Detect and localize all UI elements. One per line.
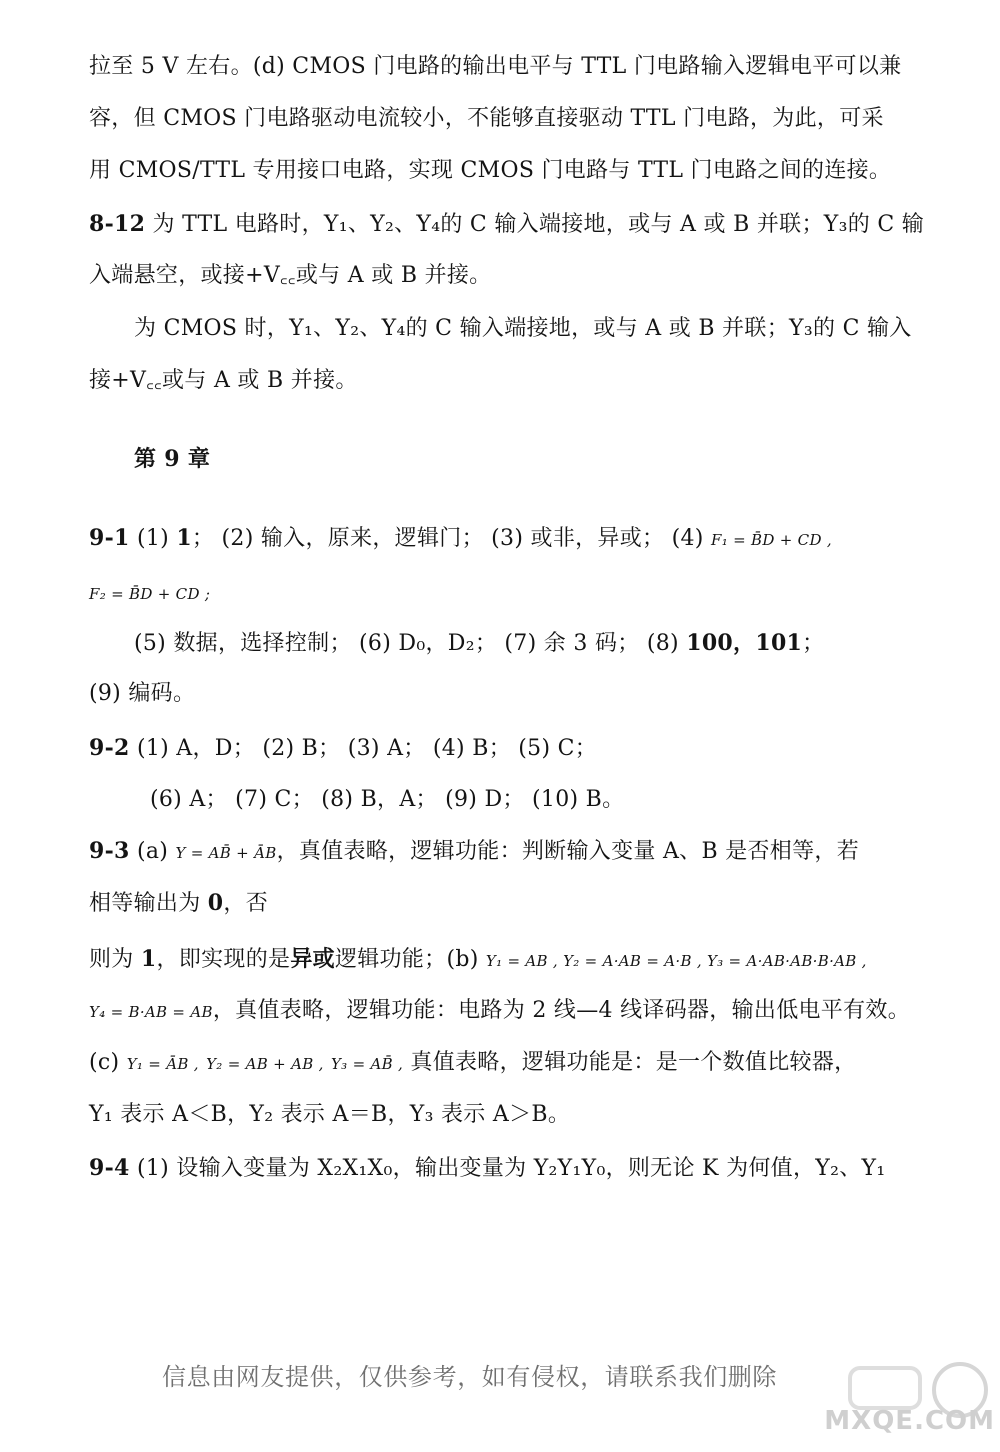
question-number: 9-1	[89, 525, 130, 551]
text-span: ，真值表略，逻辑功能：判断输入变量 A、B 是否相等，若	[276, 839, 860, 864]
formula: Y₄ = B·AB = AB	[89, 1003, 213, 1021]
text-span: 则为	[89, 947, 141, 972]
text-span: 为 TTL 电路时，Y₁、Y₂、Y₄的 C 输入端接地，或与 A 或 B 并联；Y₃的 C 输	[145, 212, 925, 237]
text-span: ，否	[223, 891, 269, 916]
formula: Y₁ = ĀB ,	[126, 1055, 199, 1073]
text-span: 1	[176, 525, 192, 551]
text-span: ； (2) 输入，原来，逻辑门； (3) 或非，异或； (4)	[191, 526, 711, 551]
formula: Y = AB̄ + ĀB	[175, 844, 277, 862]
site-watermark	[824, 1352, 995, 1444]
disclaimer-footer: 信息由网友提供，仅供参考，如有侵权，请联系我们删除	[162, 1363, 777, 1391]
text-span: 真值表略，逻辑功能是：是一个数值比较器，	[403, 1050, 857, 1075]
formula: F₂ = B̄D + CD ;	[89, 585, 211, 603]
question-number: 9-3	[89, 838, 130, 864]
text-span: (5) 数据，选择控制； (6) D₀，D₂； (7) 余 3 码； (8)	[134, 631, 687, 656]
answer-9-2	[89, 733, 919, 764]
text-span: 相等输出为	[89, 891, 208, 916]
question-number: 9-2	[89, 735, 130, 761]
text-line: 拉至 5 V 左右。(d) CMOS 门电路的输出电平与 TTL 门电路输入逻辑电平可以兼	[89, 54, 902, 79]
text-line	[89, 996, 919, 1027]
text-span: 0	[207, 890, 224, 916]
formula: Y₁ = AB , Y₂ = A·AB = A·B , Y₃ = A·AB·AB·B·AB ,	[485, 952, 867, 970]
text-span: (1) 设输入变量为 X₂X₁X₀，输出变量为 Y₂Y₁Y₀，则无论 K 为何值，Y₂、Y₁	[129, 1156, 886, 1181]
text-span: 逻辑功能；(b)	[334, 947, 486, 972]
text-line: 入端悬空，或接+V꜀꜀或与 A 或 B 并接。	[89, 263, 492, 288]
text-span: ；	[802, 631, 825, 656]
answer-8-12	[89, 209, 925, 240]
text-line: (9) 编码。	[89, 681, 196, 706]
text-span: (a)	[129, 839, 176, 864]
answer-9-3	[89, 836, 919, 868]
text-span: (c)	[89, 1050, 127, 1075]
text-span: ，即实现的是	[156, 947, 291, 972]
formula: F₁ = B̄D + CD ,	[710, 531, 832, 549]
question-number: 9-4	[89, 1155, 130, 1181]
answer-9-1	[89, 523, 919, 555]
text-span: (1) A，D； (2) B； (3) A； (4) B； (5) C；	[129, 736, 598, 761]
text-line: 接+V꜀꜀或与 A 或 B 并接。	[89, 368, 358, 393]
chapter-heading: 第 9 章	[134, 446, 211, 472]
formula: Y₂ = AB + AB ,	[206, 1055, 324, 1073]
text-line: (6) A； (7) C； (8) B，A； (9) D； (10) B。	[150, 787, 625, 812]
text-line	[89, 944, 919, 976]
answer-9-4	[89, 1153, 919, 1184]
text-line	[89, 1048, 919, 1079]
text-span: 100，101	[686, 630, 803, 656]
text-span: 异或	[290, 946, 335, 972]
formula: Y₃ = AB̄ ,	[330, 1055, 404, 1073]
text-line	[89, 888, 919, 919]
text-line: 用 CMOS/TTL 专用接口电路，实现 CMOS 门电路与 TTL 门电路之间的连接。	[89, 158, 892, 183]
text-span: ，真值表略，逻辑功能：电路为 2 线—4 线译码器，输出低电平有效。	[212, 998, 911, 1023]
text-line	[134, 628, 919, 659]
text-span: (1)	[129, 526, 177, 551]
text-line	[89, 578, 919, 609]
text-line: Y₁ 表示 A＜B，Y₂ 表示 A＝B，Y₃ 表示 A＞B。	[89, 1102, 571, 1127]
question-number: 8-12	[89, 211, 146, 237]
text-span: 1	[140, 946, 157, 972]
text-line: 为 CMOS 时，Y₁、Y₂、Y₄的 C 输入端接地，或与 A 或 B 并联；Y₃的 C 输入	[134, 316, 912, 341]
watermark-text: MXQE.COM	[824, 1406, 995, 1436]
text-line: 容，但 CMOS 门电路驱动电流较小，不能够直接驱动 TTL 门电路，为此，可采	[89, 106, 884, 131]
